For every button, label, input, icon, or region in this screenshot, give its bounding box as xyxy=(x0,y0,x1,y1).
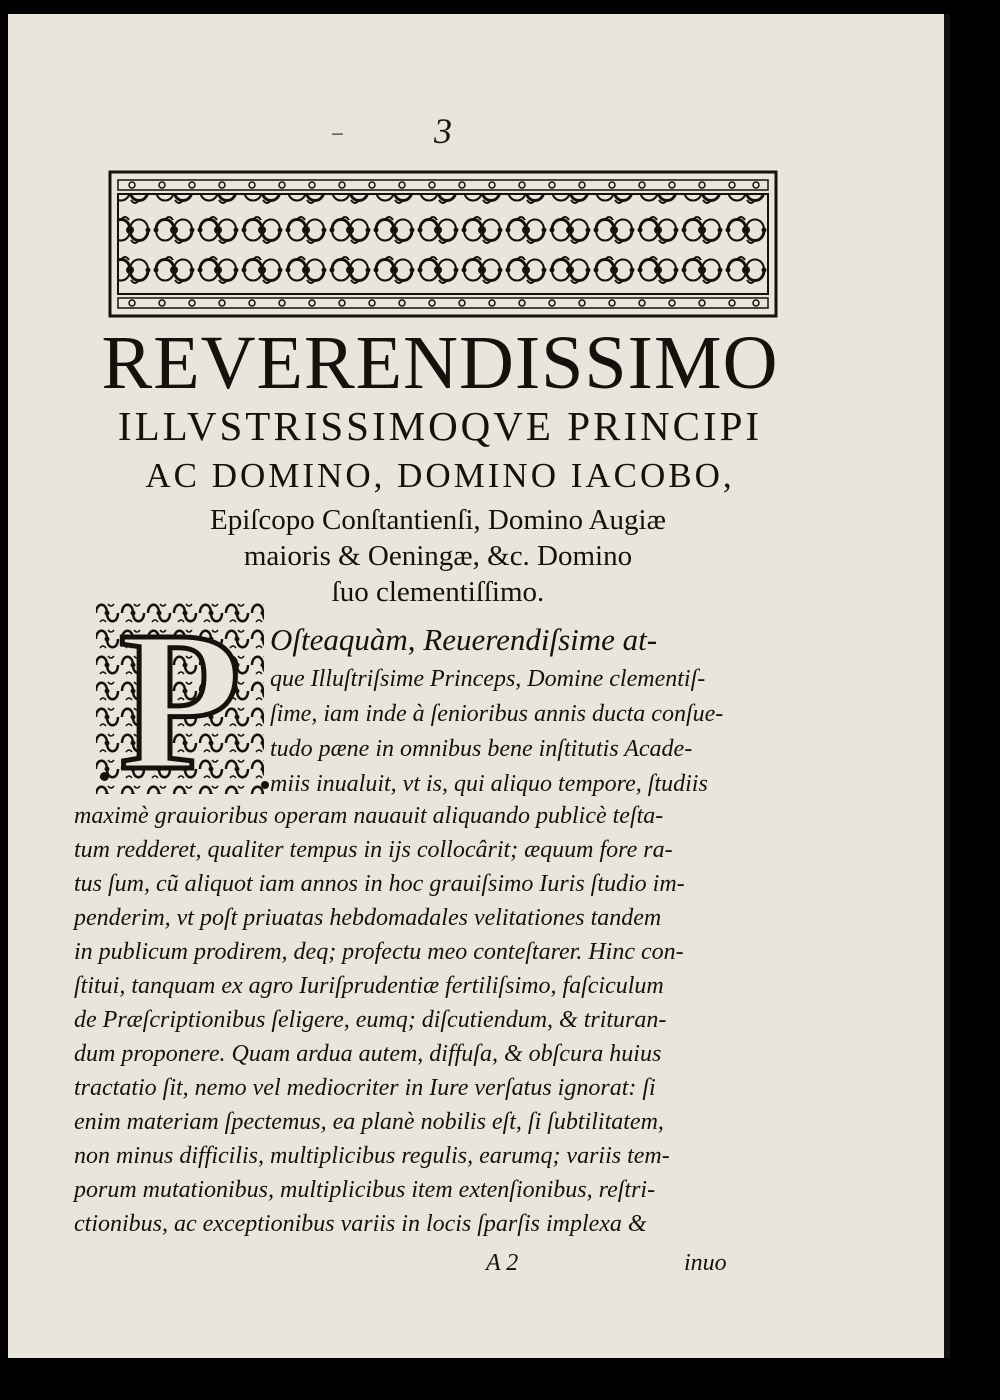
initial-dot xyxy=(100,772,109,781)
dedication-address xyxy=(128,502,748,610)
body-line: enim materiam ſpectemus, ea planè nobilis eſt, ſi ſubtilitatem, xyxy=(74,1109,664,1135)
body-line: Oſteaquàm, Reuerendiſsime at- xyxy=(270,622,658,657)
body-line: porum mutationibus, multiplicibus item extenſionibus, reſtri- xyxy=(74,1177,656,1203)
title-line-3: AC DOMINO, DOMINO IACOBO, xyxy=(145,456,735,495)
body-line: tudo pæne in omnibus bene inſtitutis Acade- xyxy=(270,736,693,762)
body-line: miis inualuit, vt is, qui aliquo tempore, ſtudiis xyxy=(270,771,708,797)
decorated-initial xyxy=(94,600,266,796)
title-line-2: ILLVSTRISSIMOQVE PRINCIPI xyxy=(117,403,763,449)
initial-letter: P xyxy=(118,600,242,796)
folio-dash: – xyxy=(331,118,344,148)
body-line: in publicum prodirem, deq; profectu meo conteſtarer. Hinc con- xyxy=(74,939,684,965)
signature-mark: A 2 xyxy=(486,1250,519,1276)
body-line: que Illuſtriſsime Princeps, Domine clementiſ- xyxy=(270,666,706,692)
page-edge xyxy=(944,14,950,1358)
body-line: tum redderet, qualiter tempus in ijs collocârit; æquum fore ra- xyxy=(74,837,673,863)
ornament-headpiece xyxy=(108,170,778,318)
body-line: tus ſum, cũ aliquot iam annos in hoc grauiſsimo Iuris ſtudio im- xyxy=(74,871,685,897)
body-line: non minus difficilis, multiplicibus regulis, earumq; variis tem- xyxy=(74,1143,670,1169)
folio-number: 3 xyxy=(434,111,452,151)
body-line: penderim, vt poſt priuatas hebdomadales velitationes tandem xyxy=(74,905,662,931)
body-line: dum proponere. Quam ardua autem, diffuſa, & obſcura huius xyxy=(74,1041,662,1067)
body-line: maximè grauioribus operam nauauit aliquando publicè teſta- xyxy=(74,803,664,829)
initial-dot xyxy=(261,781,269,789)
body-line: ctionibus, ac exceptionibus variis in locis ſparſis implexa & xyxy=(74,1211,647,1237)
body-line: de Præſcriptionibus ſeligere, eumq; diſcutiendum, & trituran- xyxy=(74,1007,667,1033)
book-page xyxy=(8,14,944,1358)
catchword: inuo xyxy=(684,1250,727,1276)
body-line: ſime, iam inde à ſenioribus annis ducta conſue- xyxy=(270,701,724,727)
address-line: maioris & Oeningæ, &c. Domino xyxy=(243,540,633,572)
address-line: Epiſcopo Conſtantienſi, Domino Augiæ xyxy=(210,504,666,536)
address-line: ſuo clementiſſimo. xyxy=(331,576,545,608)
title-line-1: REVERENDISSIMO xyxy=(101,321,779,405)
body-line: tractatio ſit, nemo vel mediocriter in Iure verſatus ignorat: ſi xyxy=(74,1075,656,1101)
body-line: ſtitui, tanquam ex agro Iuriſprudentiæ fertiliſsimo, faſciculum xyxy=(74,973,664,999)
